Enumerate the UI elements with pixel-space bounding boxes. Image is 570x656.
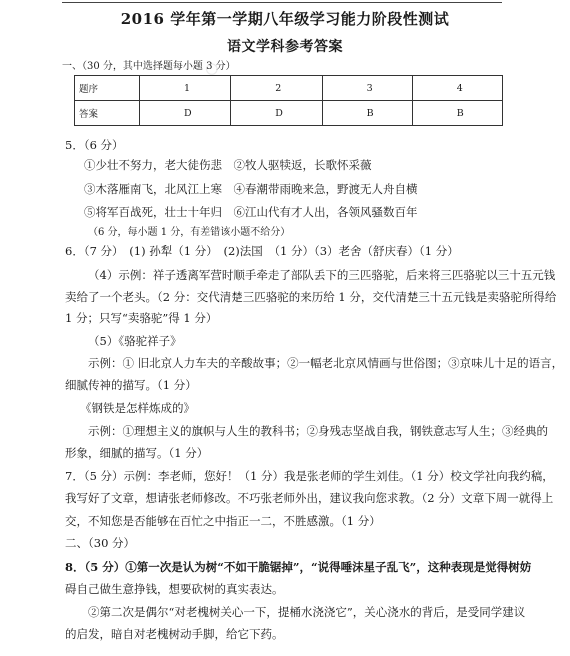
table-row [75, 76, 503, 101]
table-cell: 题序 [75, 76, 140, 101]
q6-book-title: 《钢铁是怎样炼成的》 [80, 401, 195, 415]
q8-line-1: 8．（5 分）①第一次是认为树“不如干脆锯掉”，“说得唾沫星子乱飞”，这种表现是觉得树妨 [65, 560, 532, 574]
table-cell: D [140, 101, 231, 126]
q8-line-3: ②第二次是偶尔“对老槐树关心一下，提桶水浇浇它”，关心浇水的背后，是受同学建议 [88, 605, 526, 619]
q8-line-2: 碍自己做生意挣钱，想要砍树的真实表达。 [65, 582, 284, 596]
table-cell: B [322, 101, 412, 126]
q6-part4-line-2: 卖给了一个老头。（2 分：交代清楚三匹骆驼的来历给 1 分，交代清楚三十五元钱是卖骆驼所得给 [65, 290, 557, 304]
q6-part5: （5）《骆驼祥子》 [88, 334, 182, 348]
table-cell: 2 [231, 76, 322, 101]
q5-heading: 5．（6 分） [65, 138, 124, 152]
answer-table [74, 75, 503, 126]
q6-heading: 6．（7 分） (1) 孙犁（1 分） (2)法国 （1 分）（3）老舍（舒庆春）（1 分） [65, 244, 459, 258]
q6-example-1-line-2: 细腻传神的描写。（1 分） [65, 378, 197, 392]
q7-line-3: 交，不知您是否能够在百忙之中指正一二，不胜感激。（1 分） [65, 514, 381, 528]
table-cell: 4 [412, 76, 502, 101]
q5-scoring-note: （6 分，每小题 1 分，有差错该小题不给分） [88, 227, 291, 238]
q7-line-1: 7．（5 分）示例：李老师，您好！（1 分）我是张老师的学生刘佳。（1 分）校文学社向我约稿， [65, 469, 554, 483]
top-rule [62, 2, 502, 3]
q6-example-1-line-1: 示例：① 旧北京人力车夫的辛酸故事；②一幅老北京风情画与世俗图；③京味儿十足的语言， [88, 356, 564, 370]
section-2-heading: 二、（30 分） [65, 536, 136, 550]
table-cell: D [231, 101, 322, 126]
q6-example-2-line-2: 形象，细腻的描写。（1 分） [65, 446, 209, 460]
document-title: 2016 学年第一学期八年级学习能力阶段性测试 [120, 10, 450, 28]
section-1-heading: 一、（30 分，其中选择题每小题 3 分） [62, 61, 236, 72]
table-row [75, 101, 503, 126]
q5-line-2: ③木落雁南飞，北风江上寒 ④春潮带雨晚来急，野渡无人舟自横 [84, 182, 418, 196]
q8-line-4: 的启发，暗自对老槐树动手脚，给它下药。 [65, 627, 284, 641]
table-cell: B [412, 101, 502, 126]
document-subtitle: 语文学科参考答案 [227, 39, 343, 55]
q6-example-2-line-1: 示例：①理想主义的旗帜与人生的教科书；②身残志坚战自我，钢铁意志写人生；③经典的 [88, 424, 548, 438]
table-cell: 答案 [75, 101, 140, 126]
table-cell: 3 [322, 76, 412, 101]
q7-line-2: 我写好了文章，想请张老师修改。不巧张老师外出，建议我向您求教。（2 分）文章下周一就得上 [65, 491, 554, 505]
q5-line-3: ⑤将军百战死，壮士十年归 ⑥江山代有才人出，各领风骚数百年 [84, 205, 418, 219]
table-cell: 1 [140, 76, 231, 101]
q6-part4-line-3: 1 分；只写“卖骆驼”得 1 分） [65, 311, 218, 325]
q5-line-1: ①少壮不努力，老大徒伤悲 ②牧人驱犊返，长歌怀采薇 [84, 158, 372, 172]
q6-part4-line-1: （4）示例：祥子透离军营时顺手牵走了部队丢下的三匹骆驼，后来将三匹骆驼以三十五元钱 [88, 268, 556, 282]
faint-watermark: ◦ [200, 48, 224, 94]
